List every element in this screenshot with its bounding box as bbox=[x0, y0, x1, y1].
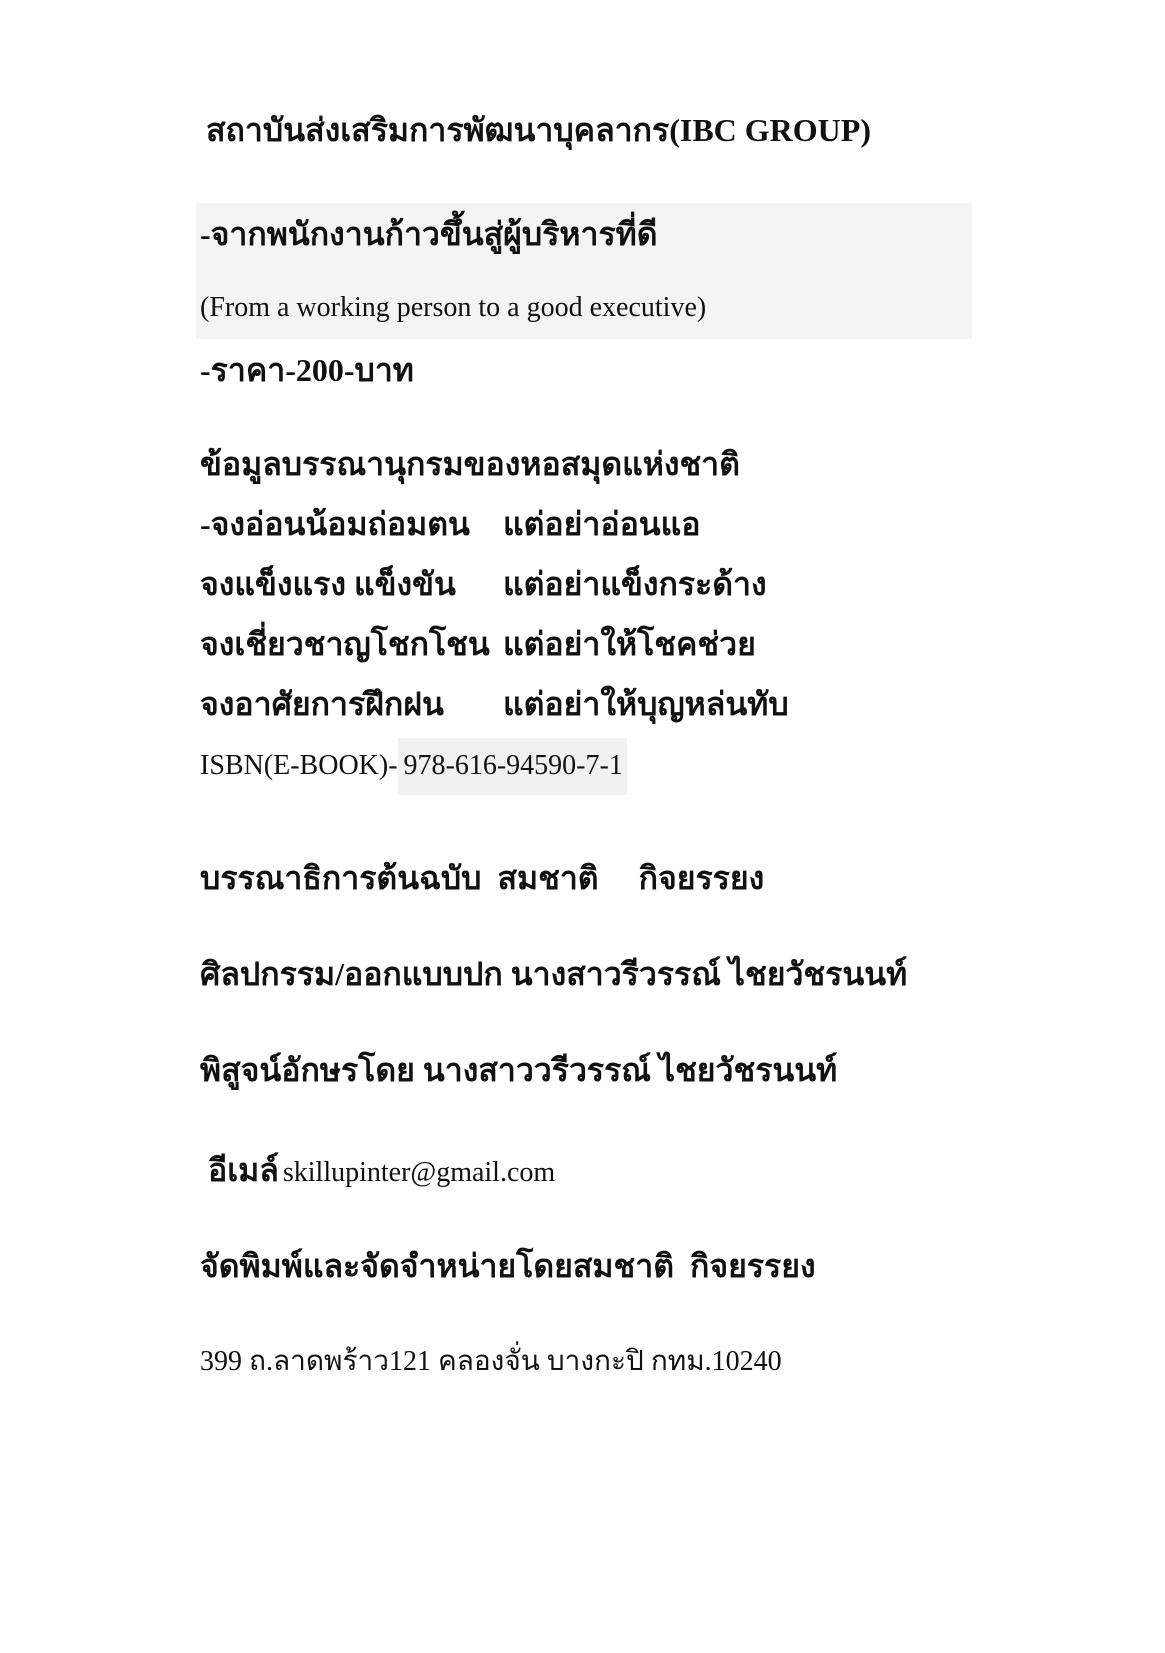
catalog-heading: ข้อมูลบรรณานุกรมของหอสมุดแห่งชาติ bbox=[200, 446, 740, 482]
email-line bbox=[208, 1154, 555, 1187]
book-title-thai: -จากพนักงานก้าวขึ้นสู่ผู้บริหารที่ดี bbox=[200, 216, 658, 252]
isbn-number: 978-616-94590-7-1 bbox=[398, 738, 627, 795]
email-address: skillupinter@gmail.com bbox=[282, 1157, 556, 1188]
motto-row bbox=[200, 568, 900, 608]
motto-left: -จงอ่อนน้อมถ่อมตน bbox=[200, 506, 470, 542]
motto-right: แต่อย่าอ่อนแอ bbox=[503, 506, 701, 542]
credit-editor: บรรณาธิการต้นฉบับ สมชาติ กิจยรรยง bbox=[200, 860, 765, 896]
book-title-english: (From a working person to a good executive) bbox=[200, 292, 707, 323]
motto-right: แต่อย่าให้บุญหล่นทับ bbox=[503, 686, 789, 722]
email-label: อีเมล์ bbox=[208, 1152, 279, 1188]
motto-left: จงแข็งแรง แข็งขัน bbox=[200, 566, 456, 602]
motto-right: แต่อย่าแข็งกระด้าง bbox=[503, 566, 767, 602]
motto-row bbox=[200, 628, 900, 668]
book-price: -ราคา-200-บาท bbox=[200, 352, 414, 388]
isbn-line bbox=[200, 752, 627, 780]
motto-right: แต่อย่าให้โชคช่วย bbox=[503, 626, 756, 662]
credit-art: ศิลปกรรม/ออกแบบปก นางสาวรีวรรณ์ ไชยวัชรนนท์ bbox=[200, 956, 908, 992]
publisher-heading: สถาบันส่งเสริมการพัฒนาบุคลากร(IBC GROUP) bbox=[206, 112, 871, 148]
distribution-line: จัดพิมพ์และจัดจำหน่ายโดยสมชาติ กิจยรรยง bbox=[200, 1248, 816, 1284]
publisher-address: 399 ถ.ลาดพร้าว121 คลองจั่น บางกะปิ กทม.10240 bbox=[200, 1346, 782, 1377]
motto-left: จงอาศัยการฝึกฝน bbox=[200, 686, 444, 722]
credit-proof: พิสูจน์อักษรโดย นางสาววรีวรรณ์ ไชยวัชรนนท์ bbox=[200, 1052, 838, 1088]
isbn-label: ISBN(E-BOOK)- bbox=[200, 750, 398, 781]
motto-row bbox=[200, 508, 900, 548]
motto-row bbox=[200, 688, 900, 728]
motto-left: จงเชี่ยวชาญโชกโชน bbox=[200, 626, 490, 662]
